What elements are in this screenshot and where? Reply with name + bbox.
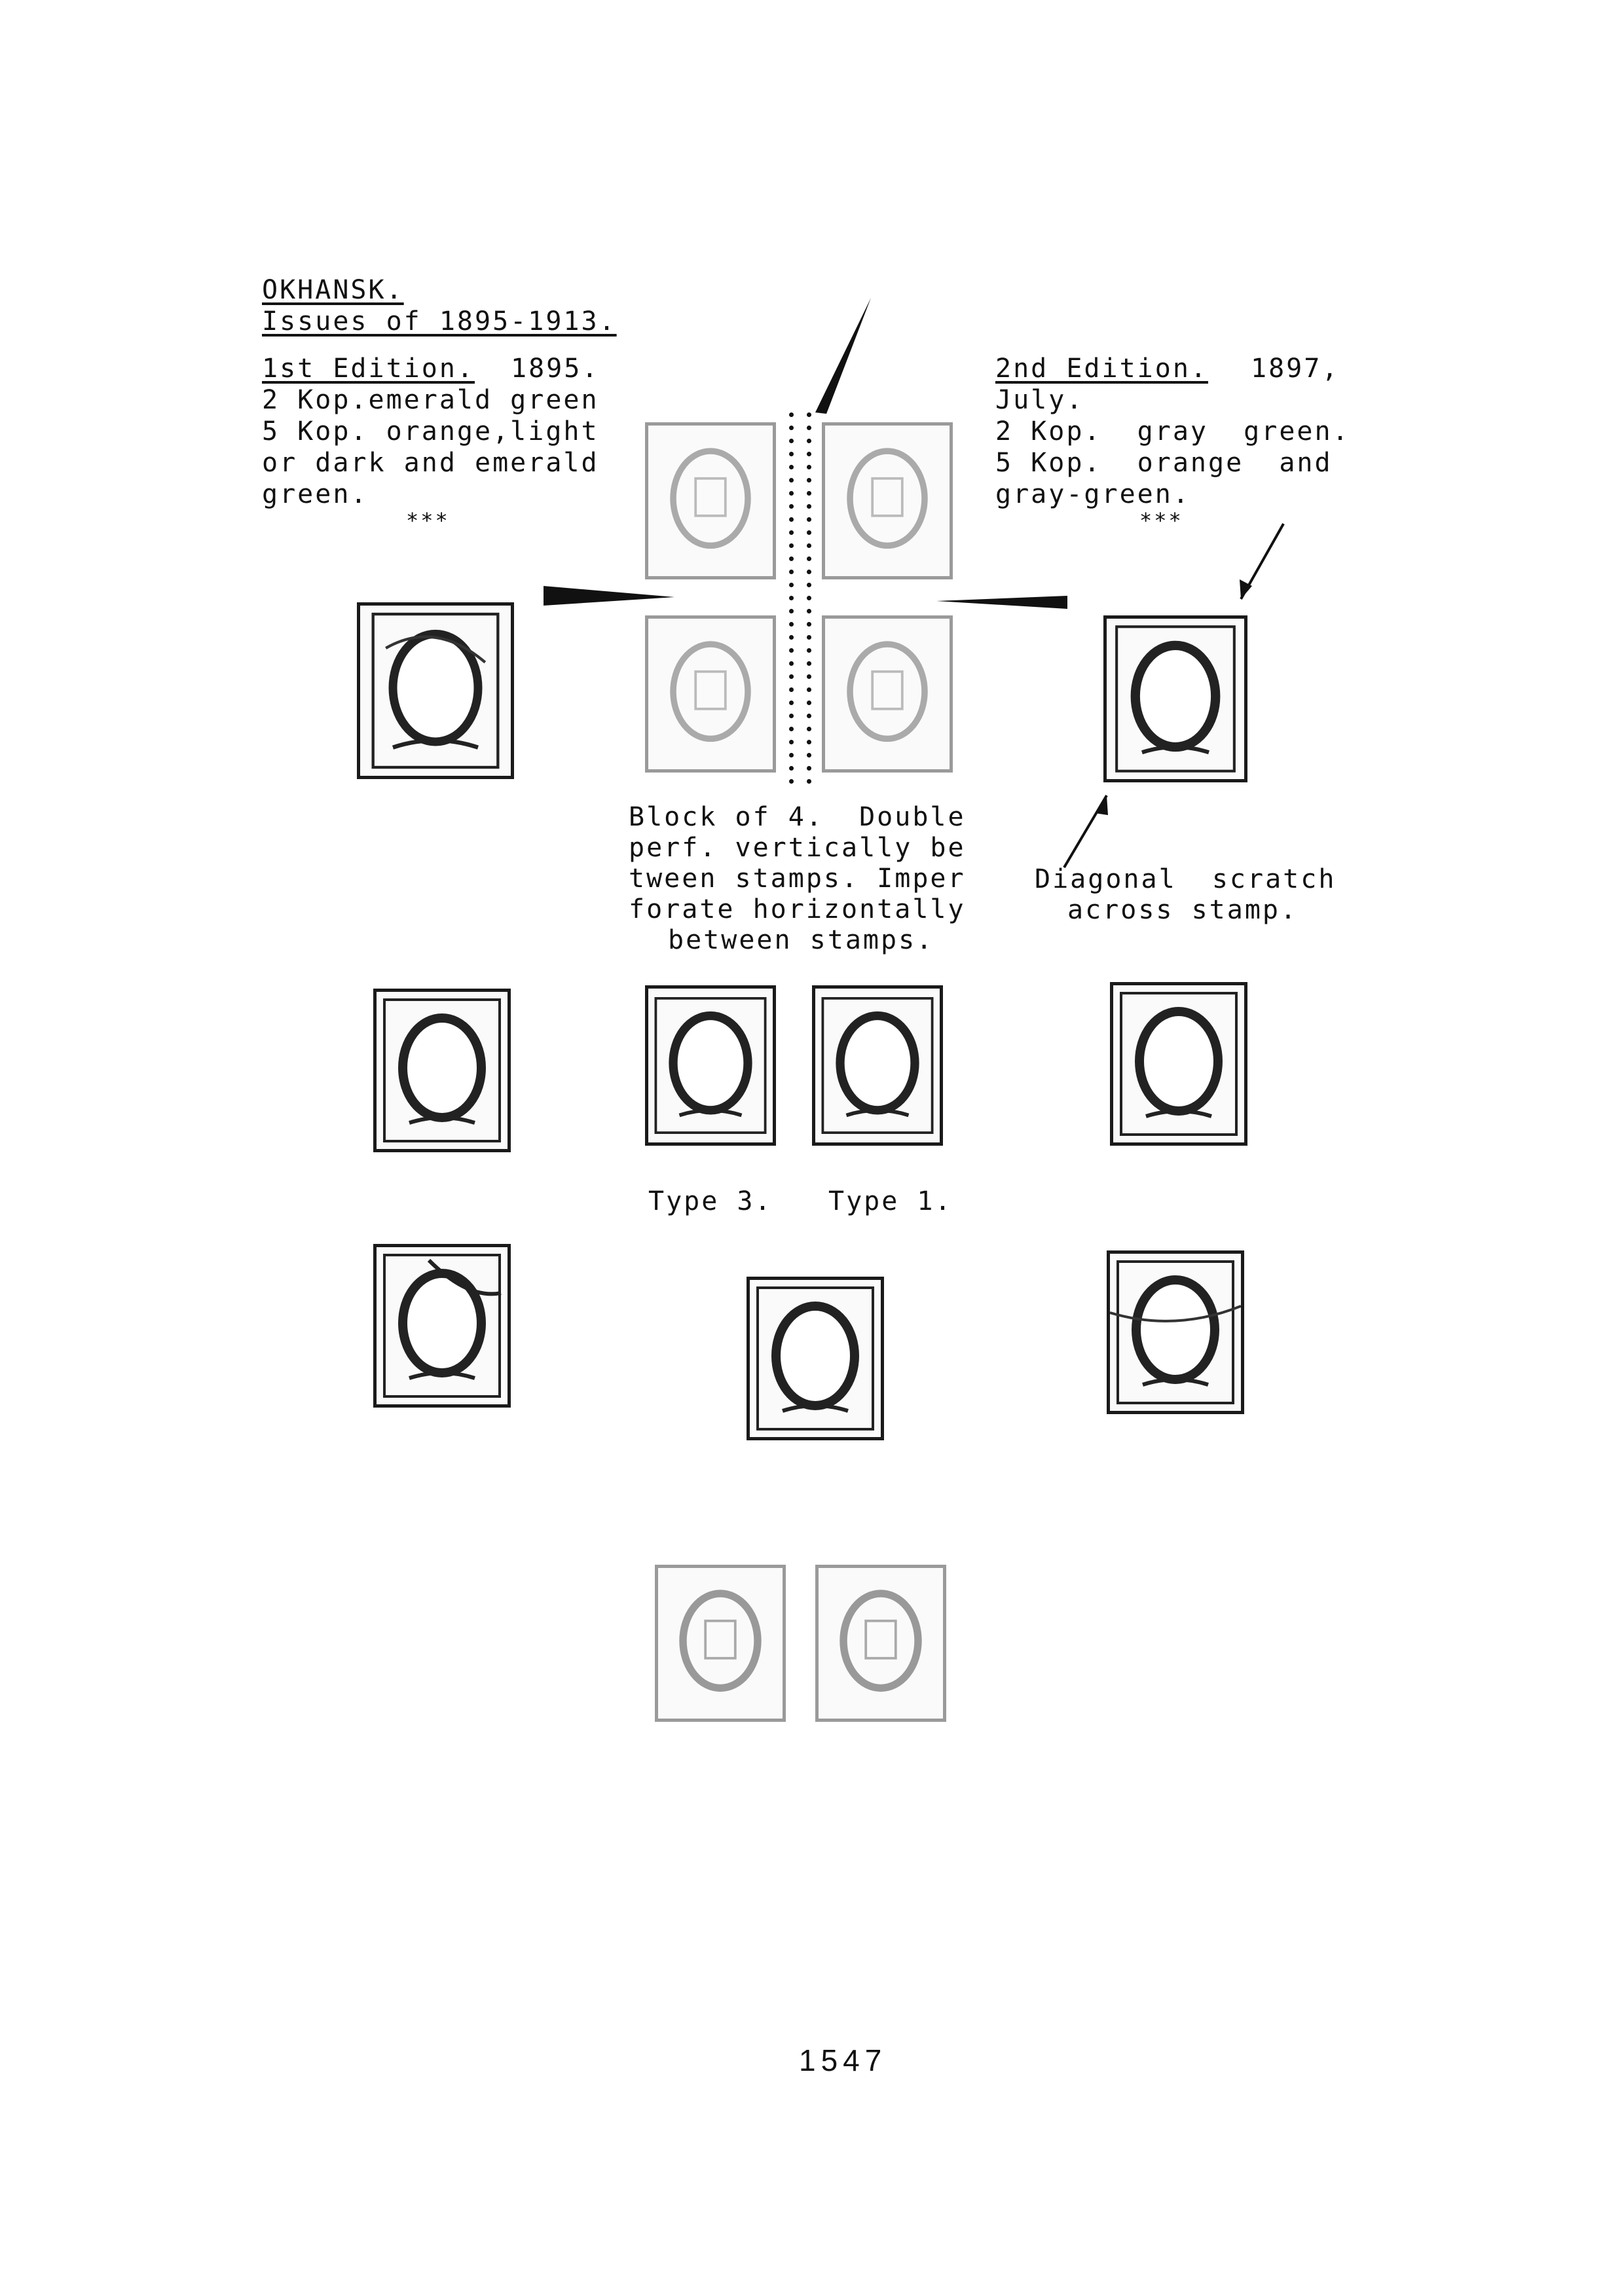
perforation-dot — [789, 517, 794, 522]
second-edition-line-2: 2 Kop. gray green. — [995, 416, 1350, 446]
perforation-dot — [807, 517, 811, 522]
perforation-dot — [789, 491, 794, 496]
perforation-dot — [807, 556, 811, 561]
block-caption-line-2: perf. vertically be — [629, 833, 966, 863]
perforation-dot — [807, 543, 811, 548]
perforation-dot — [807, 714, 811, 718]
perforation-dot — [789, 543, 794, 548]
perforation-dot — [789, 622, 794, 627]
perforation-dot — [789, 674, 794, 679]
scratch-caption-line-2: across stamp. — [1067, 895, 1299, 925]
perforation-dot — [789, 661, 794, 666]
perforation-dot — [807, 570, 811, 574]
page-number: 1547 — [799, 2043, 887, 2077]
perforation-dot — [789, 556, 794, 561]
first-edition-stars: *** — [406, 508, 450, 533]
perforation-dot — [807, 766, 811, 771]
stamp-row2-right — [1110, 982, 1247, 1146]
perforation-dot — [789, 687, 794, 692]
first-edition-line-1: 2 Kop.emerald green — [262, 385, 599, 415]
perforation-dot — [789, 727, 794, 731]
stamp-row2-left — [373, 989, 511, 1152]
stamp-pair-right — [815, 1565, 946, 1722]
section-title: OKHANSK. — [262, 275, 404, 305]
perforation-dot — [807, 452, 811, 456]
stamp-type-3 — [645, 985, 776, 1146]
perforation-dot — [807, 687, 811, 692]
stamp-row3-right — [1107, 1250, 1244, 1414]
perforation-dot — [807, 740, 811, 744]
perforation-dot — [789, 635, 794, 640]
first-edition-year: 1895. — [511, 354, 600, 384]
stamp-row3-left — [373, 1244, 511, 1408]
block-caption-line-1: Block of 4. Double — [629, 802, 966, 832]
first-edition-line-3: or dark and emerald — [262, 448, 599, 478]
perforation-dot — [807, 491, 811, 496]
perforation-dot — [807, 701, 811, 705]
stamp-row3-center — [747, 1277, 884, 1440]
perforation-dot — [789, 701, 794, 705]
block-stamp-bottom-right — [822, 615, 953, 773]
perforation-dot — [807, 753, 811, 757]
block-stamp-top-right — [822, 422, 953, 579]
perforation-dot — [807, 412, 811, 417]
perforation-dot — [789, 609, 794, 613]
stamp-type-1 — [812, 985, 943, 1146]
scratch-caption-line-1: Diagonal scratch — [1035, 864, 1337, 894]
first-edition-line-4: green. — [262, 479, 369, 509]
block-caption-line-4: forate horizontally — [629, 894, 966, 924]
type-1-label: Type 1. — [828, 1186, 953, 1216]
stamp-first-edition-cancelled — [357, 602, 514, 779]
perforation-dot — [789, 504, 794, 509]
first-edition-line-2: 5 Kop. orange,light — [262, 416, 599, 446]
perforation-dot — [807, 530, 811, 535]
perforation-dot — [807, 648, 811, 653]
perforation-dot — [789, 412, 794, 417]
second-edition-stars: *** — [1139, 508, 1183, 533]
perforation-dot — [789, 779, 794, 784]
type-3-label: Type 3. — [648, 1186, 773, 1216]
perforation-dot — [789, 596, 794, 600]
perforation-dot — [807, 583, 811, 587]
perforation-dot — [807, 465, 811, 469]
perforation-dot — [807, 727, 811, 731]
second-edition-line-4: gray-green. — [995, 479, 1190, 509]
block-stamp-bottom-left — [645, 615, 776, 773]
perforation-dot — [807, 609, 811, 613]
perforation-dot — [807, 635, 811, 640]
block-caption-line-3: tween stamps. Imper — [629, 864, 966, 894]
perforation-dot — [789, 570, 794, 574]
top-wedge-pointer — [815, 298, 871, 414]
perforation-dot — [789, 583, 794, 587]
perforation-dot — [807, 439, 811, 443]
second-edition-year: 1897, — [1251, 354, 1340, 384]
stamp-diagonal-scratch — [1103, 615, 1247, 782]
perforation-dot — [789, 740, 794, 744]
first-edition-label: 1st Edition. — [262, 354, 475, 384]
perforation-dot — [789, 714, 794, 718]
second-edition-line-1: July. — [995, 385, 1084, 415]
perforation-dot — [789, 478, 794, 483]
perforation-dot — [807, 478, 811, 483]
perforation-dot — [789, 452, 794, 456]
perforation-dot — [789, 426, 794, 430]
second-edition-line-3: 5 Kop. orange and — [995, 448, 1333, 478]
perforation-dot — [789, 439, 794, 443]
perforation-dot — [789, 465, 794, 469]
section-subtitle: Issues of 1895-1913. — [262, 306, 617, 337]
stamp-pair-left — [655, 1565, 786, 1722]
second-edition-label: 2nd Edition. — [995, 354, 1208, 384]
right-wedge-pointer — [936, 596, 1067, 609]
perforation-dot — [807, 661, 811, 666]
perforation-dot — [807, 504, 811, 509]
perforation-dot — [807, 426, 811, 430]
perforation-dot — [807, 596, 811, 600]
perforation-dot — [789, 648, 794, 653]
perforation-dot — [807, 779, 811, 784]
left-wedge-pointer — [544, 586, 674, 606]
block-caption-line-5: between stamps. — [668, 925, 934, 955]
perforation-dot — [789, 766, 794, 771]
perforation-dot — [789, 753, 794, 757]
perforation-dot — [807, 674, 811, 679]
perforation-dot — [789, 530, 794, 535]
block-stamp-top-left — [645, 422, 776, 579]
perforation-dot — [807, 622, 811, 627]
